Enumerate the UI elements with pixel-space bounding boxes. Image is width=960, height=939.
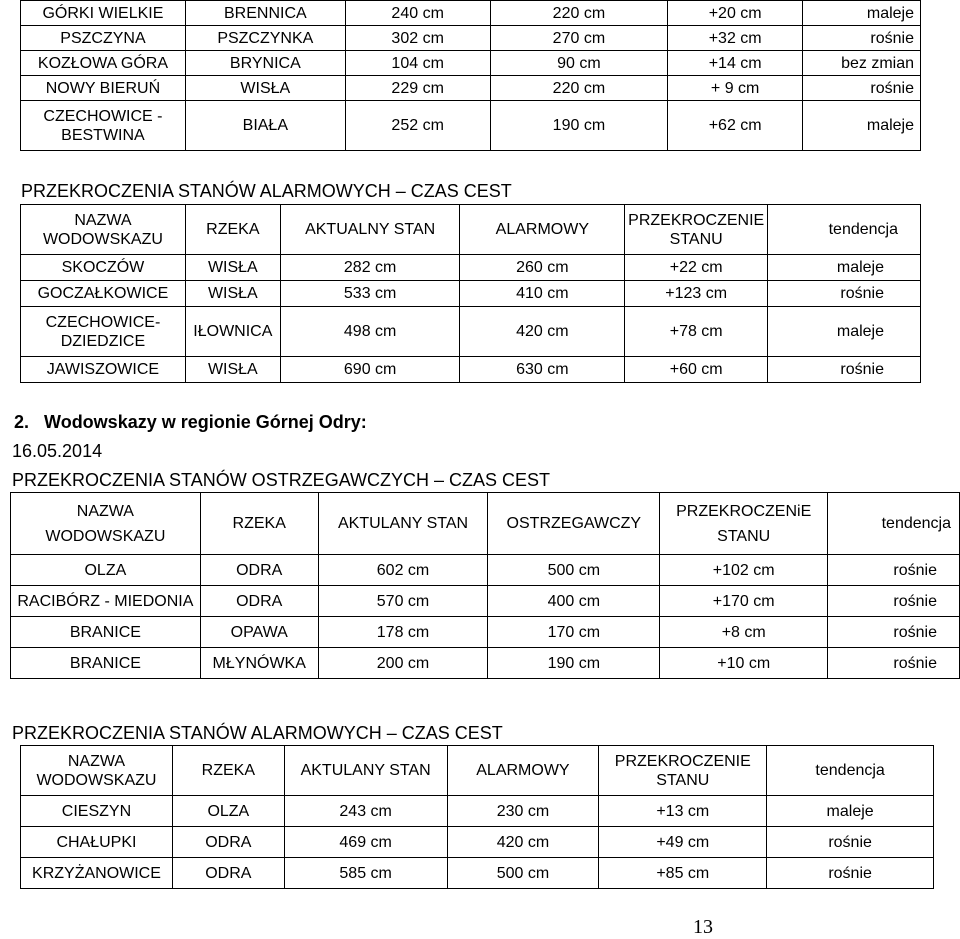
current-level-cell: 302 cm <box>345 26 490 51</box>
trend-cell: rośnie <box>828 617 960 648</box>
header-current: AKTUALNY STAN <box>280 205 460 255</box>
station-cell <box>21 101 186 151</box>
exceedance-cell: +49 cm <box>599 827 767 858</box>
station-cell: CHAŁUPKI <box>21 827 173 858</box>
section-title-upper-oder <box>14 412 367 432</box>
river-cell: WISŁA <box>185 357 280 383</box>
trend-cell: rośnie <box>767 827 934 858</box>
trend-cell: rośnie <box>828 648 960 679</box>
station-name-line1: CZECHOWICE- <box>45 313 161 331</box>
current-level-cell: 602 cm <box>318 555 488 586</box>
exceedance-cell: +20 cm <box>668 1 803 26</box>
trend-cell: rośnie <box>828 586 960 617</box>
table-row <box>21 26 921 51</box>
header-threshold: ALARMOWY <box>460 205 625 255</box>
river-cell: WISŁA <box>185 76 345 101</box>
header-station <box>21 205 186 255</box>
table-row <box>21 281 921 307</box>
trend-cell: rośnie <box>803 76 921 101</box>
table-row <box>21 858 934 889</box>
report-date: 16.05.2014 <box>12 441 103 461</box>
table-row <box>11 586 960 617</box>
station-name-line1: CZECHOWICE - <box>43 107 163 125</box>
river-cell: ODRA <box>200 586 318 617</box>
table-alarm-upper-vistula <box>20 204 921 383</box>
header-station-line1: NAZWA <box>67 752 126 770</box>
header-trend: tendencja <box>828 493 960 555</box>
exceedance-cell: +85 cm <box>599 858 767 889</box>
trend-cell: maleje <box>768 307 921 357</box>
header-river: RZEKA <box>200 493 318 555</box>
table-header-row <box>21 205 921 255</box>
table-row <box>21 796 934 827</box>
current-level-cell: 570 cm <box>318 586 488 617</box>
threshold-cell: 410 cm <box>460 281 625 307</box>
threshold-cell: 400 cm <box>488 586 660 617</box>
river-cell: ODRA <box>172 858 284 889</box>
header-exceedance <box>660 493 828 555</box>
threshold-cell: 420 cm <box>460 307 625 357</box>
threshold-cell: 500 cm <box>447 858 599 889</box>
current-level-cell: 282 cm <box>280 255 460 281</box>
river-cell: OLZA <box>172 796 284 827</box>
threshold-cell: 170 cm <box>488 617 660 648</box>
station-cell: SKOCZÓW <box>21 255 186 281</box>
table-row <box>21 51 921 76</box>
exceedance-cell: +14 cm <box>668 51 803 76</box>
header-current: AKTULANY STAN <box>318 493 488 555</box>
page-number: 13 <box>693 916 713 938</box>
table-row <box>21 357 921 383</box>
station-cell: OLZA <box>11 555 201 586</box>
header-exceedance <box>625 205 768 255</box>
header-exceedance-line1: PRZEKROCZENIE <box>628 211 765 229</box>
exceedance-cell: +60 cm <box>625 357 768 383</box>
exceedance-cell: +102 cm <box>660 555 828 586</box>
table-header-row <box>11 493 960 555</box>
exceedance-cell: +13 cm <box>599 796 767 827</box>
table-top-continuation <box>20 0 921 151</box>
header-station <box>21 746 173 796</box>
trend-cell: rośnie <box>803 26 921 51</box>
current-level-cell: 178 cm <box>318 617 488 648</box>
river-cell: BIAŁA <box>185 101 345 151</box>
station-cell: KRZYŻANOWICE <box>21 858 173 889</box>
table-row <box>21 307 921 357</box>
trend-cell: maleje <box>768 255 921 281</box>
station-cell: RACIBÓRZ - MIEDONIA <box>11 586 201 617</box>
header-threshold: OSTRZEGAWCZY <box>488 493 660 555</box>
table-alarm-upper-oder <box>20 745 934 889</box>
header-exceedance-line1: PRZEKROCZENIE <box>614 752 751 770</box>
threshold-cell: 190 cm <box>488 648 660 679</box>
table-row <box>21 101 921 151</box>
section-title: Wodowskazy w regionie Górnej Odry: <box>44 412 367 432</box>
exceedance-cell: +62 cm <box>668 101 803 151</box>
table-row <box>21 76 921 101</box>
trend-cell: maleje <box>803 1 921 26</box>
station-cell: PSZCZYNA <box>21 26 186 51</box>
header-station-line1: NAZWA <box>74 211 132 229</box>
header-station-line1: NAZWA <box>76 502 134 520</box>
river-cell: WISŁA <box>185 255 280 281</box>
station-cell: GÓRKI WIELKIE <box>21 1 186 26</box>
current-level-cell: 469 cm <box>284 827 447 858</box>
header-exceedance-line1: PRZEKROCZENiE <box>676 502 812 520</box>
current-level-cell: 104 cm <box>345 51 490 76</box>
current-level-cell: 585 cm <box>284 858 447 889</box>
station-cell: KOZŁOWA GÓRA <box>21 51 186 76</box>
station-cell: BRANICE <box>11 648 201 679</box>
header-exceedance-line2: STANU <box>656 771 710 789</box>
threshold-cell: 500 cm <box>488 555 660 586</box>
river-cell: IŁOWNICA <box>185 307 280 357</box>
section-heading-alarm-upper-oder: PRZEKROCZENIA STANÓW ALARMOWYCH – CZAS CEST <box>12 723 503 743</box>
trend-cell: maleje <box>803 101 921 151</box>
exceedance-cell: +123 cm <box>625 281 768 307</box>
threshold-cell: 230 cm <box>447 796 599 827</box>
threshold-cell: 220 cm <box>490 76 668 101</box>
exceedance-cell: +22 cm <box>625 255 768 281</box>
trend-cell: bez zmian <box>803 51 921 76</box>
station-name-line2: BESTWINA <box>61 126 145 144</box>
threshold-cell: 90 cm <box>490 51 668 76</box>
trend-cell: rośnie <box>828 555 960 586</box>
header-station-line2: WODOWSKAZU <box>45 527 166 545</box>
header-exceedance <box>599 746 767 796</box>
header-trend: tendencja <box>767 746 934 796</box>
station-name-line2: DZIEDZICE <box>60 332 146 350</box>
table-row <box>11 617 960 648</box>
section-heading-alarm-upper-vistula: PRZEKROCZENIA STANÓW ALARMOWYCH – CZAS CEST <box>21 181 512 201</box>
exceedance-cell: + 9 cm <box>668 76 803 101</box>
trend-cell: rośnie <box>768 357 921 383</box>
header-river: RZEKA <box>172 746 284 796</box>
river-cell: ODRA <box>172 827 284 858</box>
station-cell: JAWISZOWICE <box>21 357 186 383</box>
station-cell: NOWY BIERUŃ <box>21 76 186 101</box>
header-current: AKTULANY STAN <box>284 746 447 796</box>
river-cell: PSZCZYNKA <box>185 26 345 51</box>
table-warning-upper-oder <box>10 492 960 679</box>
threshold-cell: 220 cm <box>490 1 668 26</box>
exceedance-cell: +78 cm <box>625 307 768 357</box>
exceedance-cell: +8 cm <box>660 617 828 648</box>
exceedance-cell: +32 cm <box>668 26 803 51</box>
current-level-cell: 243 cm <box>284 796 447 827</box>
river-cell: OPAWA <box>200 617 318 648</box>
station-cell: GOCZAŁKOWICE <box>21 281 186 307</box>
current-level-cell: 252 cm <box>345 101 490 151</box>
table-row <box>21 1 921 26</box>
section-heading-warning-upper-oder: PRZEKROCZENIA STANÓW OSTRZEGAWCZYCH – CZAS CEST <box>12 470 551 490</box>
table-row <box>11 555 960 586</box>
river-cell: BRENNICA <box>185 1 345 26</box>
header-station-line2: WODOWSKAZU <box>42 230 163 248</box>
river-cell: MŁYNÓWKA <box>200 648 318 679</box>
trend-cell: rośnie <box>767 858 934 889</box>
threshold-cell: 270 cm <box>490 26 668 51</box>
header-river: RZEKA <box>185 205 280 255</box>
header-exceedance-line2: STANU <box>717 527 771 545</box>
table-row <box>11 648 960 679</box>
river-cell: WISŁA <box>185 281 280 307</box>
current-level-cell: 200 cm <box>318 648 488 679</box>
current-level-cell: 533 cm <box>280 281 460 307</box>
header-exceedance-line2: STANU <box>669 230 723 248</box>
station-cell: CIESZYN <box>21 796 173 827</box>
station-cell: BRANICE <box>11 617 201 648</box>
trend-cell: maleje <box>767 796 934 827</box>
threshold-cell: 420 cm <box>447 827 599 858</box>
header-threshold: ALARMOWY <box>447 746 599 796</box>
threshold-cell: 190 cm <box>490 101 668 151</box>
table-row <box>21 827 934 858</box>
exceedance-cell: +170 cm <box>660 586 828 617</box>
current-level-cell: 498 cm <box>280 307 460 357</box>
header-station <box>11 493 201 555</box>
header-trend: tendencja <box>768 205 921 255</box>
threshold-cell: 630 cm <box>460 357 625 383</box>
river-cell: BRYNICA <box>185 51 345 76</box>
station-cell <box>21 307 186 357</box>
header-station-line2: WODOWSKAZU <box>36 771 157 789</box>
current-level-cell: 690 cm <box>280 357 460 383</box>
exceedance-cell: +10 cm <box>660 648 828 679</box>
section-number: 2. <box>14 412 30 432</box>
table-header-row <box>21 746 934 796</box>
table-row <box>21 255 921 281</box>
trend-cell: rośnie <box>768 281 921 307</box>
threshold-cell: 260 cm <box>460 255 625 281</box>
current-level-cell: 229 cm <box>345 76 490 101</box>
river-cell: ODRA <box>200 555 318 586</box>
current-level-cell: 240 cm <box>345 1 490 26</box>
